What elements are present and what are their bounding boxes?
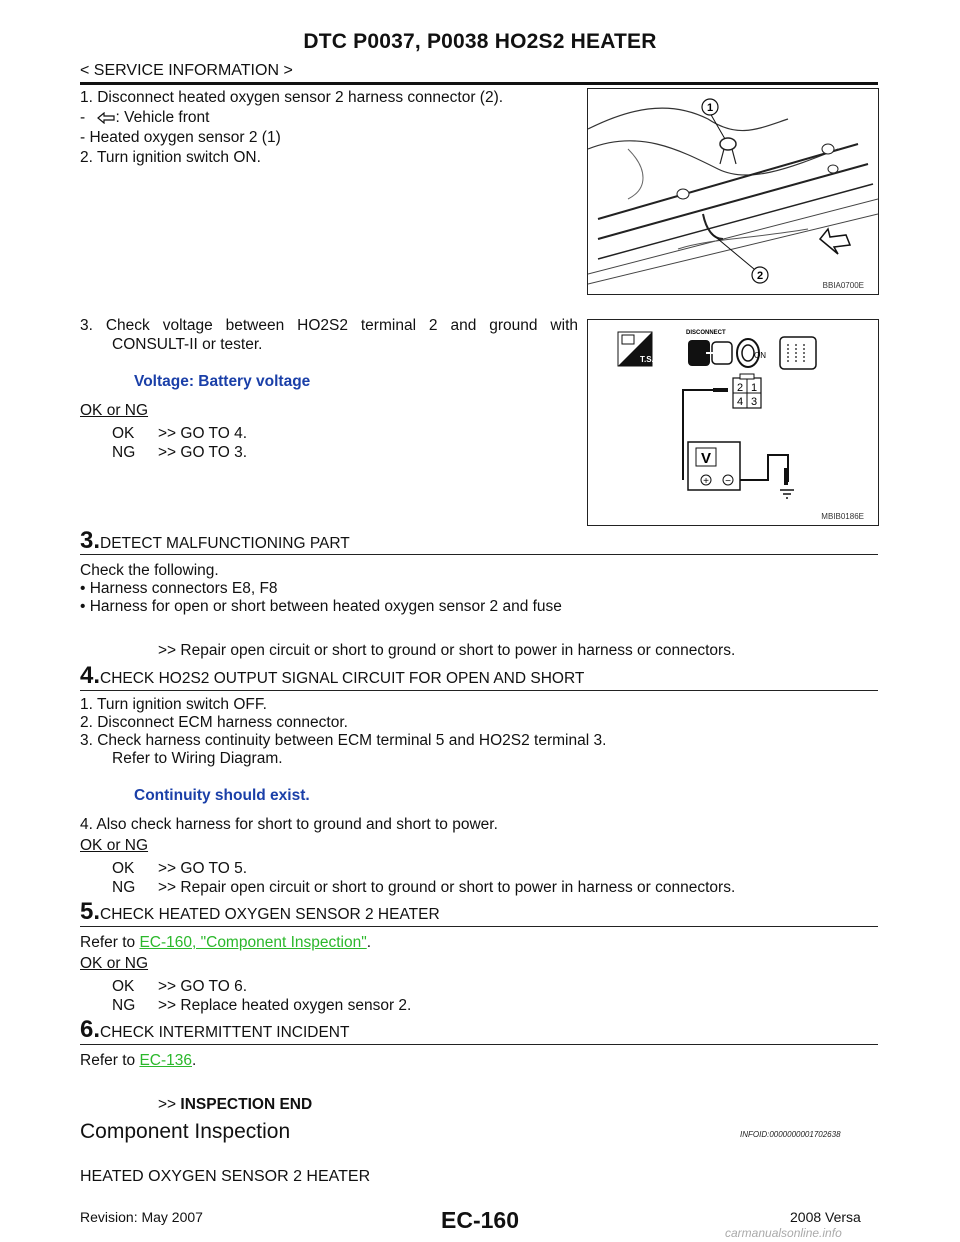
ng-result: >> GO TO 3. [158, 444, 248, 461]
step4-line3b: Refer to Wiring Diagram. [112, 750, 283, 767]
vehicle-front-label: : Vehicle front [115, 109, 210, 126]
disconnect-label: DISCONNECT [686, 330, 726, 336]
step6-number: 6. [80, 1016, 101, 1043]
step2-line2 [80, 108, 209, 129]
step2-line4: 2. Turn ignition switch ON. [80, 149, 261, 166]
step6-heading [80, 1016, 349, 1044]
figure1-code: BBIA0700E [822, 281, 864, 290]
step6-title: CHECK INTERMITTENT INCIDENT [100, 1024, 350, 1041]
section-breadcrumb: < SERVICE INFORMATION > [80, 62, 293, 79]
figure2-code: MBIB0186E [821, 512, 864, 521]
okng-heading: OK or NG [80, 402, 149, 419]
ng-label: NG [112, 444, 136, 461]
minus-terminal: − [725, 476, 731, 487]
page-title: DTC P0037, P0038 HO2S2 HEATER [303, 30, 657, 53]
step2-line5a: 3. Check voltage between HO2S2 terminal 2 and ground with [80, 317, 578, 334]
step5-refer-suffix: . [366, 934, 372, 951]
step2-line3: - Heated oxygen sensor 2 (1) [80, 129, 281, 146]
step3-heading [80, 527, 350, 555]
step6-rule [80, 1044, 878, 1045]
step3-bullet2: • Harness for open or short between heated oxygen sensor 2 and fuse [80, 598, 562, 615]
step5-okng: OK or NG [80, 955, 149, 972]
ignition-key-icon [737, 339, 766, 367]
step6-result-prefix: >> [158, 1096, 177, 1113]
continuity-spec: Continuity should exist. [134, 787, 310, 804]
ec-136-link[interactable]: EC-136 [139, 1052, 193, 1069]
ts-icon [618, 332, 654, 366]
pin-3: 3 [750, 396, 758, 408]
step5-ng-result: >> Replace heated oxygen sensor 2. [158, 997, 412, 1014]
step6-refer [80, 1051, 196, 1070]
step4-ng-label: NG [112, 879, 136, 896]
step4-line2: 2. Disconnect ECM harness connector. [80, 714, 348, 731]
step6-result [158, 1095, 312, 1114]
step2-line5b: CONSULT-II or tester. [112, 336, 263, 353]
pin-4: 4 [736, 396, 744, 408]
info-id: INFOID:0000000001702638 [740, 1130, 841, 1139]
step4-rule [80, 690, 878, 691]
on-label: ON [754, 351, 766, 360]
pin-2: 2 [736, 382, 744, 394]
step4-ok-result: >> GO TO 5. [158, 860, 248, 877]
sensor-connector [733, 374, 761, 408]
step3-bullet1: • Harness connectors E8, F8 [80, 580, 278, 597]
step3-rule [80, 554, 878, 555]
step5-title: CHECK HEATED OXYGEN SENSOR 2 HEATER [100, 906, 440, 923]
inspection-end-label: INSPECTION END [180, 1096, 313, 1113]
meter-v-label: V [700, 450, 712, 467]
callout-1: 1 [706, 102, 714, 114]
component-inspection-heading: Component Inspection [80, 1120, 291, 1143]
plus-terminal: + [703, 476, 709, 487]
step3-number: 3. [80, 527, 101, 554]
step5-refer [80, 933, 371, 952]
component-subheading: HEATED OXYGEN SENSOR 2 HEATER [80, 1168, 371, 1185]
step3-result: >> Repair open circuit or short to ground or short to power in harness or connectors. [158, 642, 736, 659]
ts-label: T.S. [640, 355, 654, 364]
ok-label: OK [112, 425, 135, 442]
watermark: carmanualsonline.info [725, 1226, 842, 1240]
step4-heading [80, 662, 584, 690]
step3-title: DETECT MALFUNCTIONING PART [100, 535, 350, 552]
connector-icon [780, 337, 816, 369]
step4-okng: OK or NG [80, 837, 149, 854]
step5-refer-prefix: Refer to [80, 934, 140, 951]
step6-refer-suffix: . [192, 1052, 197, 1069]
step5-rule [80, 926, 878, 927]
sensor-location-figure [587, 88, 879, 295]
footer-revision: Revision: May 2007 [80, 1209, 203, 1225]
component-inspection-link[interactable]: EC-160, "Component Inspection" [139, 934, 367, 951]
step5-number: 5. [80, 898, 101, 925]
footer-model: 2008 Versa [790, 1209, 861, 1225]
step2-line1: 1. Disconnect heated oxygen sensor 2 harness connector (2). [80, 89, 504, 106]
step3-line1: Check the following. [80, 562, 219, 579]
connector-disconnect-icon [688, 340, 732, 366]
step4-number: 4. [80, 662, 101, 689]
step5-ok-label: OK [112, 978, 135, 995]
step5-ng-label: NG [112, 997, 136, 1014]
step4-line1: 1. Turn ignition switch OFF. [80, 696, 267, 713]
callout-2: 2 [756, 270, 764, 282]
step4-ng-result: >> Repair open circuit or short to ground or short to power in harness or connectors. [158, 879, 736, 896]
voltage-spec: Voltage: Battery voltage [134, 373, 311, 390]
voltmeter-icon [688, 442, 740, 490]
pin-1: 1 [750, 382, 758, 394]
step4-title: CHECK HO2S2 OUTPUT SIGNAL CIRCUIT FOR OPEN AND SHORT [100, 670, 585, 687]
step4-line4: 4. Also check harness for short to ground and short to power. [80, 816, 498, 833]
step4-ok-label: OK [112, 860, 135, 877]
voltage-check-diagram [588, 320, 878, 525]
voltage-check-figure [587, 319, 879, 526]
step6-refer-prefix: Refer to [80, 1052, 140, 1069]
dash: - [80, 109, 86, 126]
step5-heading [80, 898, 440, 926]
ok-result: >> GO TO 4. [158, 425, 248, 442]
sensor-location-illustration [588, 89, 878, 294]
vehicle-front-arrow-icon [820, 229, 850, 254]
header-rule [80, 82, 878, 85]
step5-ok-result: >> GO TO 6. [158, 978, 248, 995]
arrow-left-icon [97, 110, 115, 129]
step4-line3: 3. Check harness continuity between ECM terminal 5 and HO2S2 terminal 3. [80, 732, 607, 749]
page-number: EC-160 [441, 1207, 519, 1233]
